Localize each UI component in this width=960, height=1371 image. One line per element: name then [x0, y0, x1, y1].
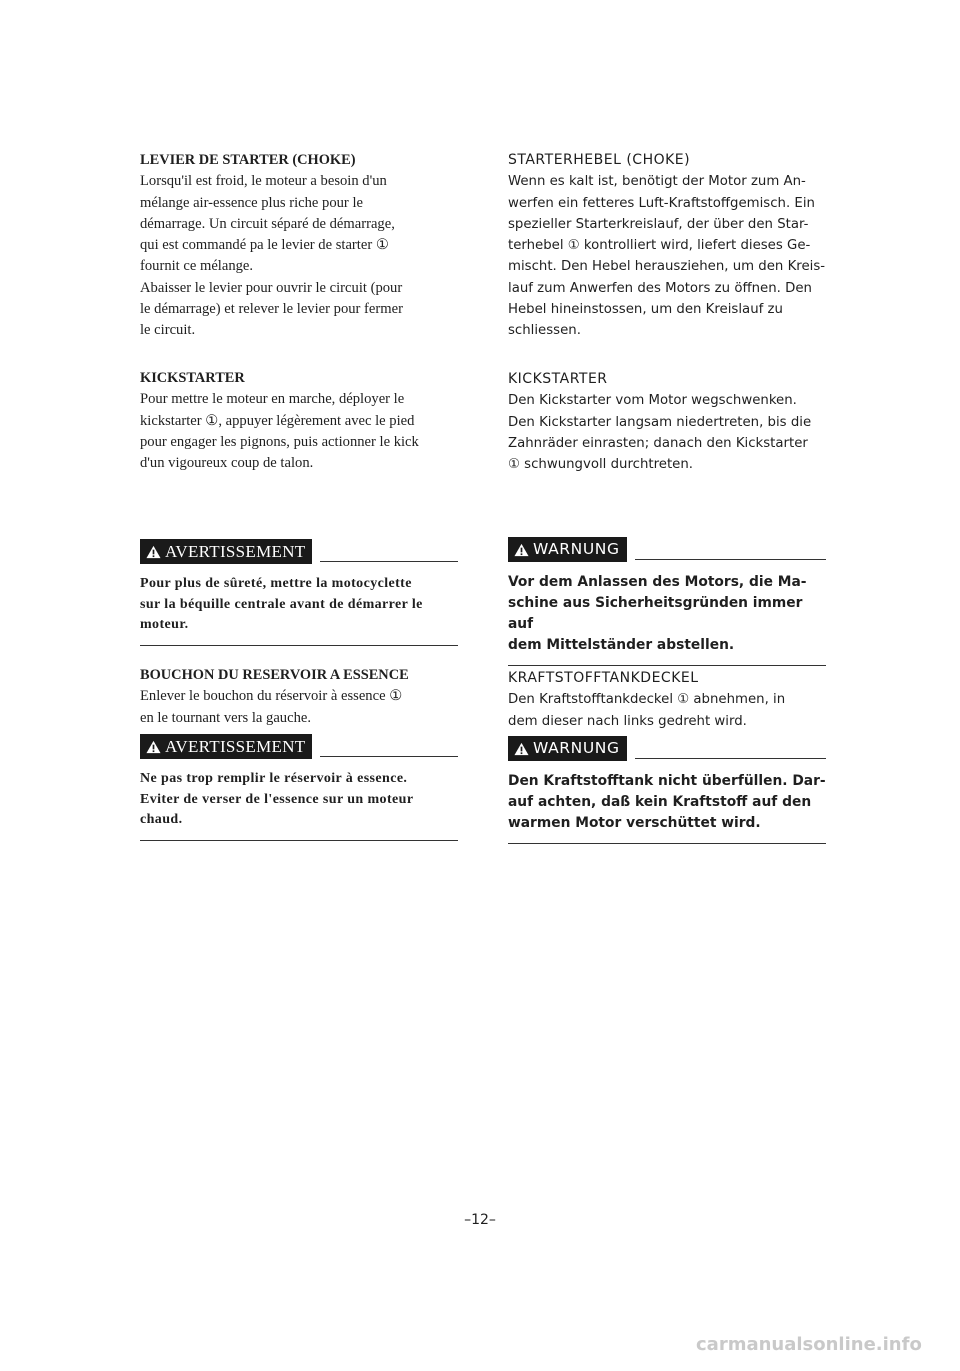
fr-fuel-cap-title: BOUCHON DU RESERVOIR A ESSENCE [140, 667, 409, 683]
fr-fuel-cap-line: Enlever le bouchon du réservoir à essence ① [140, 688, 403, 705]
fr-warning-badge: AVERTISSEMENT [140, 734, 312, 759]
fr-warning-1 [140, 539, 458, 646]
de-choke-section [508, 150, 826, 342]
warning-bottom-rule [140, 645, 458, 646]
fr-choke-line: le circuit. [140, 322, 196, 339]
fr-choke-line: Lorsqu'il est froid, le moteur a besoin d'un [140, 173, 387, 190]
page-number: –12– [464, 1212, 496, 1228]
de-fuel-cap-title: KRAFTSTOFFTANKDECKEL [508, 670, 699, 686]
warning-triangle-icon [146, 545, 161, 559]
de-fuel-cap-line: dem dieser nach links gedreht wird. [508, 713, 747, 729]
de-choke-line: Wenn es kalt ist, benötigt der Motor zum An- [508, 174, 806, 190]
de-fuel-cap-line: Den Kraftstofftankdeckel ① abnehmen, in [508, 692, 786, 708]
warning-triangle-icon [146, 740, 161, 754]
de-kickstarter-section [508, 369, 826, 475]
fr-warning-text: Pour plus de sûreté, mettre la motocyclette sur la béquille centrale avant de démarrer le moteur. [140, 576, 423, 632]
fr-choke-line: le démarrage) et relever le levier pour fermer [140, 301, 403, 318]
de-choke-title: STARTERHEBEL (CHOKE) [508, 152, 691, 168]
de-choke-line: mischt. Den Hebel herausziehen, um den Kreis- [508, 259, 826, 275]
de-kickstarter-line: Den Kickstarter langsam niedertreten, bis die [508, 414, 812, 430]
de-kickstarter-title: KICKSTARTER [508, 371, 608, 387]
warning-bottom-rule [508, 843, 826, 844]
fr-choke-line: démarrage. Un circuit séparé de démarrage, [140, 215, 395, 232]
de-warning-2 [508, 736, 826, 844]
fr-warning-2 [140, 734, 458, 841]
de-kickstarter-line: Den Kickstarter vom Motor wegschwenken. [508, 393, 797, 409]
fr-choke-title: LEVIER DE STARTER (CHOKE) [140, 152, 356, 168]
fr-warning-text: Ne pas trop remplir le réservoir à essence. Eviter de verser de l'essence sur un moteur chaud. [140, 771, 414, 827]
de-warning-badge: WARNUNG [508, 736, 627, 761]
fr-choke-line: qui est commandé pa le levier de starter ① [140, 237, 389, 254]
fr-kickstarter-section [140, 368, 458, 474]
fr-choke-section [140, 150, 458, 342]
fr-choke-line: mélange air-essence plus riche pour le [140, 194, 363, 211]
de-warning-text: Den Kraftstofftank nicht überfüllen. Dar- auf achten, daß kein Kraftstoff auf den warmen Motor verschüttet wird. [508, 773, 826, 831]
fr-choke-line: Abaisser le levier pour ouvrir le circuit (pour [140, 279, 403, 296]
fr-kickstarter-line: d'un vigoureux coup de talon. [140, 455, 314, 472]
de-choke-line: spezieller Starterkreislauf, der über den Star- [508, 216, 809, 232]
fr-kickstarter-line: pour engager les pignons, puis actionner le kick [140, 433, 419, 450]
watermark: carmanualsonline.info [696, 1334, 922, 1355]
de-choke-line: terhebel ① kontrolliert wird, liefert dieses Ge- [508, 238, 811, 254]
fr-kickstarter-line: kickstarter ①, appuyer légèrement avec le pied [140, 412, 415, 429]
de-choke-line: Hebel hineinstossen, um den Kreislauf zu [508, 302, 783, 318]
fr-choke-line: fournit ce mélange. [140, 258, 254, 275]
warning-header-rule [635, 559, 826, 560]
de-fuel-cap-section [508, 668, 826, 732]
warning-triangle-icon [514, 543, 529, 557]
fr-fuel-cap-section [140, 665, 458, 729]
de-warning-text: Vor dem Anlassen des Motors, die Ma- schine aus Sicherheitsgründen immer auf dem Mittelständer abstellen. [508, 574, 807, 653]
de-kickstarter-line: ① schwungvoll durchtreten. [508, 457, 694, 473]
de-kickstarter-line: Zahnräder einrasten; danach den Kickstarter [508, 435, 808, 451]
de-choke-line: lauf zum Anwerfen des Motors zu öffnen. Den [508, 280, 812, 296]
fr-kickstarter-line: Pour mettre le moteur en marche, déployer le [140, 391, 405, 408]
warning-triangle-icon [514, 742, 529, 756]
fr-kickstarter-title: KICKSTARTER [140, 370, 245, 386]
warning-header-rule [320, 561, 458, 562]
fr-warning-badge: AVERTISSEMENT [140, 539, 312, 564]
warning-header-rule [635, 758, 826, 759]
de-warning-badge: WARNUNG [508, 537, 627, 562]
warning-bottom-rule [508, 665, 826, 666]
de-choke-line: schliessen. [508, 323, 581, 339]
de-warning-1 [508, 537, 826, 666]
fr-fuel-cap-line: en le tournant vers la gauche. [140, 709, 311, 726]
de-choke-line: werfen ein fetteres Luft-Kraftstoffgemisch. Ein [508, 195, 815, 211]
warning-bottom-rule [140, 840, 458, 841]
warning-header-rule [320, 756, 458, 757]
